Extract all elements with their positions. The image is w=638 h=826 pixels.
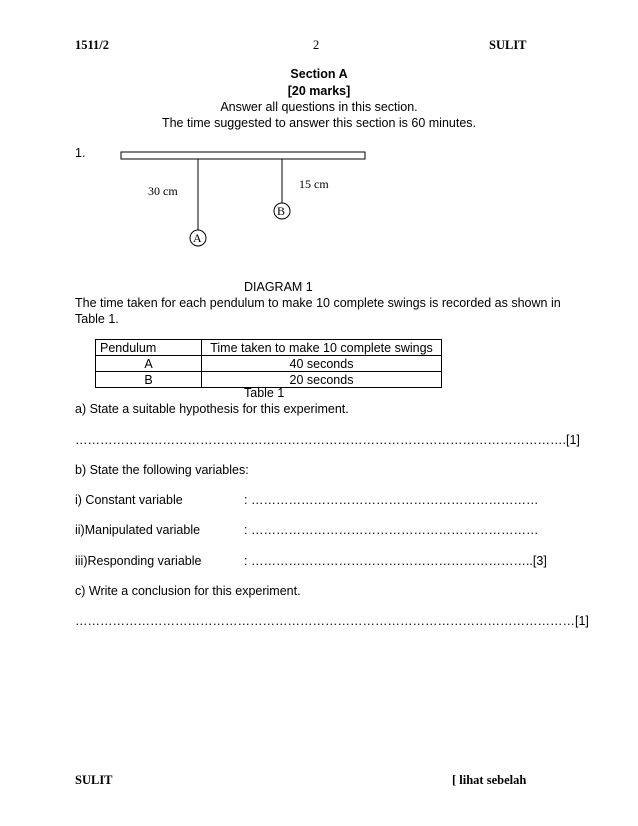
length-b-label: 15 cm — [299, 177, 329, 191]
length-a-label: 30 cm — [148, 184, 178, 198]
results-table — [95, 339, 442, 388]
section-title: Section A — [290, 67, 348, 81]
diagram-caption: DIAGRAM 1 — [244, 280, 313, 294]
constant-variable-label: i) Constant variable — [75, 493, 183, 507]
bob-a-label: A — [193, 231, 202, 245]
part-a-prompt: a) State a suitable hypothesis for this experiment. — [75, 402, 349, 416]
intro-line-1: The time taken for each pendulum to make 10 complete swings is recorded as shown in — [75, 296, 561, 310]
part-c-prompt: c) Write a conclusion for this experiment. — [75, 584, 301, 598]
question-number: 1. — [75, 146, 86, 160]
part-b-prompt: b) State the following variables: — [75, 463, 249, 477]
footer-next-page: [ lihat sebelah — [452, 773, 527, 787]
table-header-row — [96, 340, 442, 356]
table-cell: 40 seconds — [202, 356, 442, 372]
part-a-answer-line: ……………………………………………………………………………………………………….[1] — [75, 433, 580, 447]
table-header-cell: Time taken to make 10 complete swings — [202, 340, 442, 356]
section-instruction: Answer all questions in this section. — [220, 100, 418, 114]
table-cell: 20 seconds — [202, 372, 442, 388]
bob-b-label: B — [277, 204, 286, 218]
footer-status: SULIT — [75, 773, 113, 787]
paper-code: 1511/2 — [75, 38, 110, 52]
section-time: The time suggested to answer this section is 60 minutes. — [161, 116, 477, 130]
header-status: SULIT — [489, 38, 527, 52]
manipulated-variable-label: ii)Manipulated variable — [75, 523, 201, 537]
table-row — [96, 356, 442, 372]
responding-variable-answer-line: : …………………………………………………………..[3] — [244, 554, 547, 568]
responding-variable-label: iii)Responding variable — [75, 554, 202, 568]
support-beam — [121, 152, 365, 159]
manipulated-variable-answer-line: : …………………………………………………………… — [244, 523, 539, 537]
table-cell: B — [96, 372, 202, 388]
table-caption: Table 1 — [244, 386, 285, 400]
table-cell: A — [96, 356, 202, 372]
page-number: 2 — [313, 38, 320, 52]
part-c-answer-line: …………………………………………………………………………………………………………[1] — [75, 614, 589, 628]
table-header-cell: Pendulum — [96, 340, 202, 356]
intro-line-2: Table 1. — [75, 312, 119, 326]
section-marks: [20 marks] — [287, 84, 351, 98]
constant-variable-answer-line: : …………………………………………………………… — [244, 493, 539, 507]
